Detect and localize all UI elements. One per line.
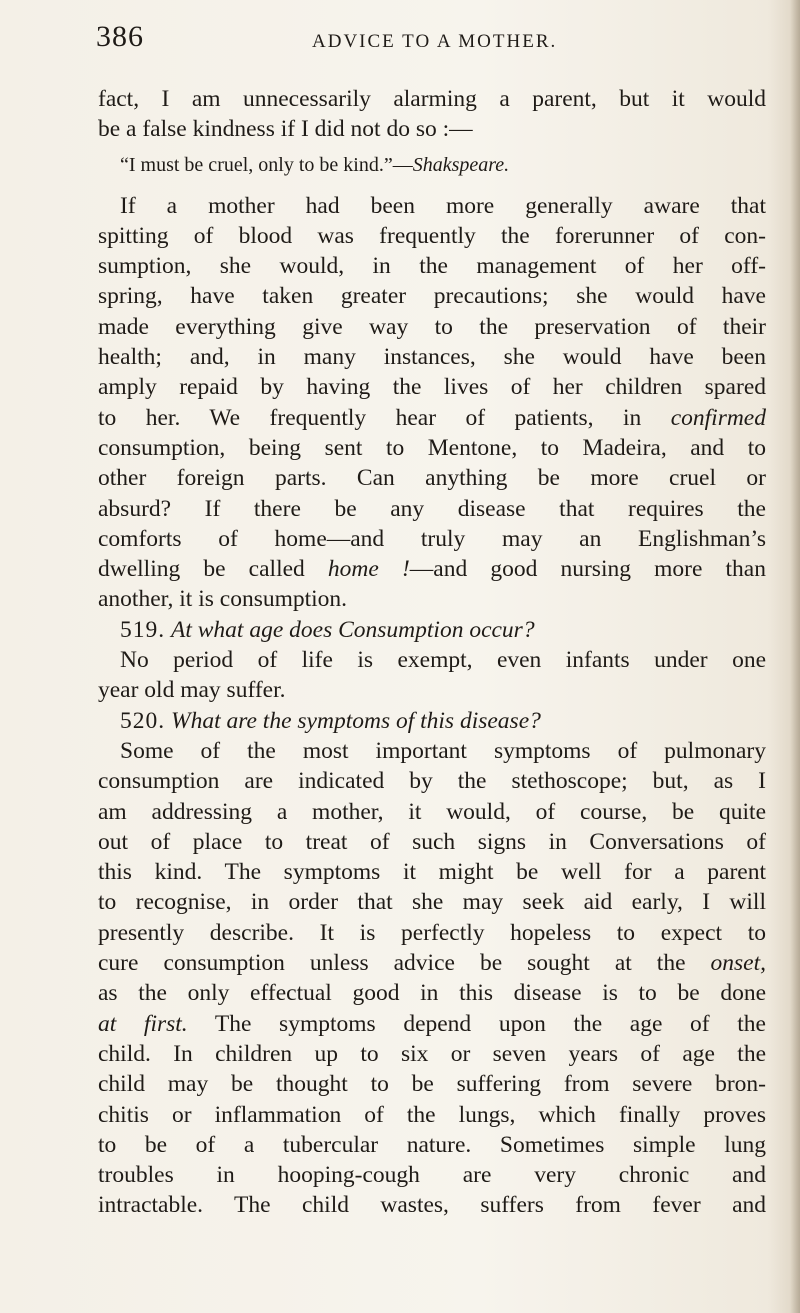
text-span: dwelling be called [98, 556, 328, 583]
text-line: consumption, being sent to Mentone, to Madeira, and to [98, 434, 766, 461]
text-line: to be of a tubercular nature. Sometimes simple lung [98, 1131, 766, 1158]
italic-span: home ! [327, 556, 410, 583]
question-number: 519. [120, 616, 166, 643]
text-line: sumption, she would, in the management of her off- [98, 253, 766, 280]
text-line: absurd? If there be any disease that requires the [98, 495, 766, 522]
text-line: spitting of blood was frequently the forerunner of con- [98, 222, 766, 249]
question-520 [98, 706, 766, 736]
italic-span: onset, [710, 950, 766, 977]
text-line: spring, have taken greater precautions; she would have [98, 283, 766, 310]
quote-author: Shakspeare. [412, 153, 510, 176]
text-line [98, 1009, 766, 1039]
text-line: If a mother had been more generally aware that [120, 192, 766, 219]
text-line: out of place to treat of such signs in Conversations of [98, 828, 766, 855]
text-line: consumption are indicated by the stethoscope; but, as I [98, 768, 766, 795]
text-span: —and good nursing more than [409, 556, 766, 583]
quote-text: “I must be cruel, only to be kind.”— [120, 153, 413, 176]
text-line: No period of life is exempt, even infants under one [120, 647, 766, 674]
text-line: fact, I am unnecessarily alarming a parent, but it would [98, 86, 766, 112]
text-line: this kind. The symptoms it might be well for a parent [98, 859, 766, 886]
text-line: as the only effectual good in this disease is to be done [98, 980, 766, 1007]
question-text: What are the symptoms of this disease? [171, 707, 541, 734]
text-line [98, 403, 766, 433]
text-line: amply repaid by having the lives of her children spared [98, 374, 766, 401]
text-line: child may be thought to be suffering from severe bron- [98, 1071, 766, 1098]
text-line: troubles in hooping-cough are very chronic and [98, 1162, 766, 1189]
running-head: ADVICE TO A MOTHER. [312, 31, 558, 52]
text-line: am addressing a mother, it would, of course, be quite [98, 798, 766, 825]
text-line [98, 948, 766, 978]
page-header [96, 20, 766, 60]
text-line: another, it is consumption. [98, 586, 348, 613]
text-line [98, 554, 766, 584]
question-519 [98, 615, 766, 645]
text-line: year old may suffer. [98, 677, 286, 704]
text-line: presently describe. It is perfectly hopeless to expect to [98, 919, 766, 946]
page-edge-shadow [790, 0, 800, 1313]
italic-span: at first. [98, 1010, 188, 1037]
text-line: made everything give way to the preservation of their [98, 313, 766, 340]
text-line: comforts of home—and truly may an Englishman’s [98, 525, 766, 552]
question-text: At what age does Consumption occur? [171, 616, 535, 643]
text-line: intractable. The child wastes, suffers from fever and [98, 1192, 766, 1219]
text-line: child. In children up to six or seven years of age the [98, 1040, 766, 1067]
text-span: The symptoms depend upon the age of the [187, 1010, 766, 1037]
text-line: to recognise, in order that she may seek aid early, I will [98, 889, 766, 916]
text-span: to her. We frequently hear of patients, in [98, 404, 671, 431]
text-line: health; and, in many instances, she would have been [98, 344, 766, 371]
page-body [98, 84, 766, 1221]
page-number: 386 [96, 20, 144, 53]
text-line: chitis or inflammation of the lungs, which finally proves [98, 1101, 766, 1128]
text-span: cure consumption unless advice be sought at the [98, 950, 711, 977]
question-number: 520. [120, 707, 166, 734]
text-line: Some of the most important symptoms of pulmonary [120, 737, 766, 764]
text-line: be a false kindness if I did not do so :— [98, 116, 473, 143]
shakespeare-quote [98, 145, 766, 185]
italic-span: confirmed [670, 404, 766, 431]
text-line: other foreign parts. Can anything be more cruel or [98, 465, 766, 492]
